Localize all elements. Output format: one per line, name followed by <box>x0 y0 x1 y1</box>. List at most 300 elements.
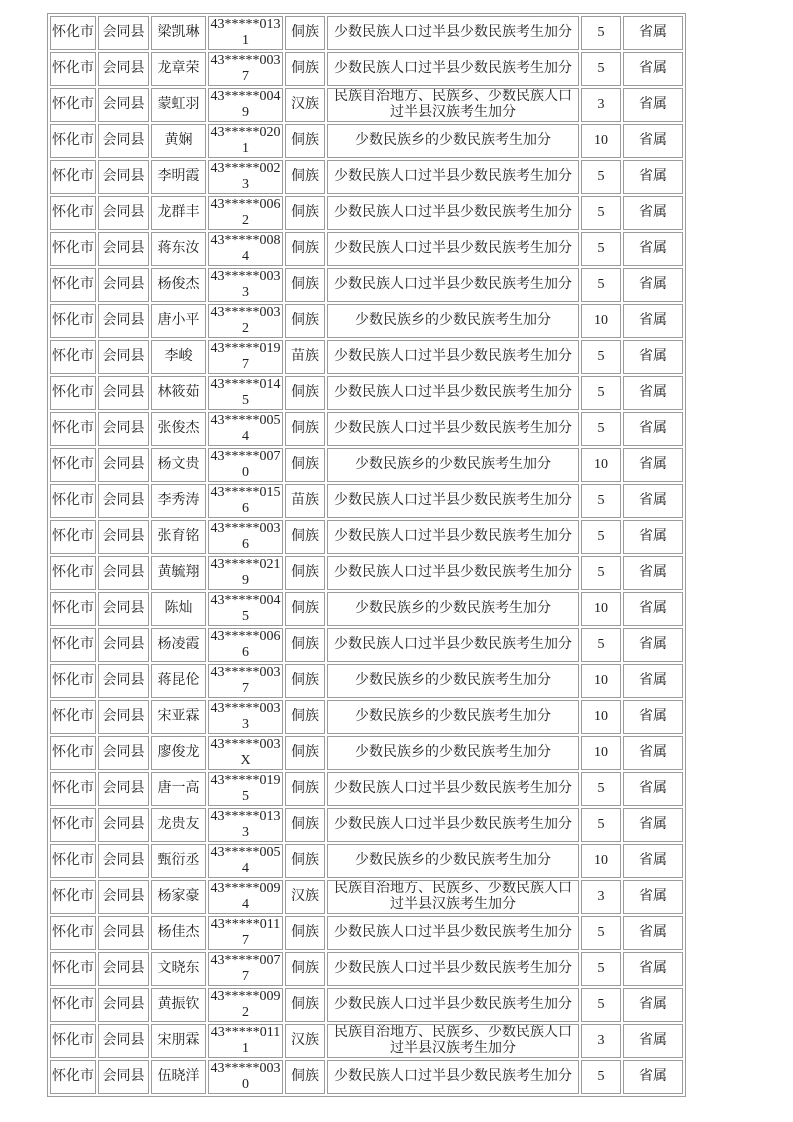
city-cell: 怀化市 <box>50 880 96 914</box>
id-line-1: 43*****009 <box>210 881 281 896</box>
candidate-name-cell: 宋亚霖 <box>151 700 206 734</box>
county-cell: 会同县 <box>98 196 149 230</box>
id-line-2: 7 <box>242 357 249 372</box>
bonus-points-cell: 10 <box>581 736 621 770</box>
bonus-points-cell: 10 <box>581 304 621 338</box>
candidate-name-cell: 唐一高 <box>151 772 206 806</box>
affiliation-cell: 省属 <box>623 772 683 806</box>
county-cell: 会同县 <box>98 268 149 302</box>
table-row <box>50 988 683 1022</box>
id-line-1: 43*****019 <box>210 773 281 788</box>
county-cell: 会同县 <box>98 664 149 698</box>
bonus-reason-cell: 少数民族人口过半县少数民族考生加分 <box>327 952 579 986</box>
id-line-2: 9 <box>242 105 249 120</box>
bonus-points-cell: 5 <box>581 232 621 266</box>
city-cell: 怀化市 <box>50 88 96 122</box>
county-cell: 会同县 <box>98 484 149 518</box>
bonus-reason-cell: 少数民族人口过半县少数民族考生加分 <box>327 16 579 50</box>
bonus-reason-cell: 少数民族人口过半县少数民族考生加分 <box>327 556 579 590</box>
city-cell: 怀化市 <box>50 772 96 806</box>
candidate-name-cell: 李峻 <box>151 340 206 374</box>
ethnicity-cell: 侗族 <box>285 556 325 590</box>
id-line-1: 43*****003 <box>210 737 281 752</box>
county-cell: 会同县 <box>98 592 149 626</box>
id-line-1: 43*****006 <box>210 629 281 644</box>
candidate-name-cell: 黄娴 <box>151 124 206 158</box>
id-line-1: 43*****008 <box>210 233 281 248</box>
id-line-1: 43*****004 <box>210 593 281 608</box>
ethnicity-cell: 侗族 <box>285 232 325 266</box>
affiliation-cell: 省属 <box>623 700 683 734</box>
bonus-points-cell: 5 <box>581 160 621 194</box>
bonus-points-cell: 5 <box>581 484 621 518</box>
ethnicity-cell: 侗族 <box>285 160 325 194</box>
ethnicity-cell: 侗族 <box>285 844 325 878</box>
county-cell: 会同县 <box>98 88 149 122</box>
county-cell: 会同县 <box>98 1024 149 1058</box>
candidate-name-cell: 蒋东汝 <box>151 232 206 266</box>
id-line-2: 2 <box>242 321 249 336</box>
county-cell: 会同县 <box>98 772 149 806</box>
affiliation-cell: 省属 <box>623 988 683 1022</box>
table-row <box>50 484 683 518</box>
county-cell: 会同县 <box>98 340 149 374</box>
candidate-name-cell: 杨家豪 <box>151 880 206 914</box>
city-cell: 怀化市 <box>50 1060 96 1094</box>
city-cell: 怀化市 <box>50 196 96 230</box>
city-cell: 怀化市 <box>50 628 96 662</box>
county-cell: 会同县 <box>98 160 149 194</box>
table-row <box>50 772 683 806</box>
id-line-2: 7 <box>242 969 249 984</box>
county-cell: 会同县 <box>98 376 149 410</box>
id-line-1: 43*****014 <box>210 377 281 392</box>
bonus-reason-cell: 少数民族人口过半县少数民族考生加分 <box>327 196 579 230</box>
id-line-1: 43*****003 <box>210 1061 281 1076</box>
city-cell: 怀化市 <box>50 160 96 194</box>
candidate-name-cell: 文晓东 <box>151 952 206 986</box>
bonus-reason-cell: 少数民族人口过半县少数民族考生加分 <box>327 52 579 86</box>
table-row <box>50 916 683 950</box>
candidate-name-cell: 李秀涛 <box>151 484 206 518</box>
affiliation-cell: 省属 <box>623 448 683 482</box>
masked-id-cell <box>208 160 283 194</box>
affiliation-cell: 省属 <box>623 16 683 50</box>
id-line-2: 5 <box>242 609 249 624</box>
masked-id-cell <box>208 1060 283 1094</box>
bonus-reason-cell: 少数民族人口过半县少数民族考生加分 <box>327 412 579 446</box>
id-line-1: 43*****003 <box>210 305 281 320</box>
ethnicity-cell: 侗族 <box>285 196 325 230</box>
ethnicity-cell: 侗族 <box>285 664 325 698</box>
bonus-points-cell: 5 <box>581 808 621 842</box>
masked-id-cell <box>208 340 283 374</box>
masked-id-cell <box>208 772 283 806</box>
affiliation-cell: 省属 <box>623 412 683 446</box>
ethnicity-cell: 侗族 <box>285 808 325 842</box>
bonus-points-cell: 5 <box>581 520 621 554</box>
bonus-reason-cell: 少数民族乡的少数民族考生加分 <box>327 448 579 482</box>
id-line-2: 9 <box>242 573 249 588</box>
bonus-reason-cell: 少数民族乡的少数民族考生加分 <box>327 304 579 338</box>
id-line-1: 43*****015 <box>210 485 281 500</box>
county-cell: 会同县 <box>98 988 149 1022</box>
affiliation-cell: 省属 <box>623 952 683 986</box>
masked-id-cell <box>208 412 283 446</box>
candidate-name-cell: 梁凯琳 <box>151 16 206 50</box>
bonus-reason-cell: 民族自治地方、民族乡、少数民族人口过半县汉族考生加分 <box>327 880 579 914</box>
table-row <box>50 160 683 194</box>
id-line-2: 6 <box>242 645 249 660</box>
affiliation-cell: 省属 <box>623 340 683 374</box>
city-cell: 怀化市 <box>50 664 96 698</box>
county-cell: 会同县 <box>98 412 149 446</box>
id-line-2: X <box>240 753 251 768</box>
table-row <box>50 736 683 770</box>
masked-id-cell <box>208 556 283 590</box>
table-row <box>50 232 683 266</box>
candidate-name-cell: 伍晓洋 <box>151 1060 206 1094</box>
county-cell: 会同县 <box>98 808 149 842</box>
table-row <box>50 664 683 698</box>
id-line-1: 43*****011 <box>210 1025 281 1040</box>
affiliation-cell: 省属 <box>623 484 683 518</box>
county-cell: 会同县 <box>98 304 149 338</box>
id-line-1: 43*****019 <box>210 341 281 356</box>
bonus-points-cell: 5 <box>581 556 621 590</box>
table-row <box>50 340 683 374</box>
bonus-points-cell: 3 <box>581 88 621 122</box>
city-cell: 怀化市 <box>50 232 96 266</box>
id-line-2: 2 <box>242 1005 249 1020</box>
table-row <box>50 52 683 86</box>
id-line-1: 43*****009 <box>210 989 281 1004</box>
affiliation-cell: 省属 <box>623 808 683 842</box>
bonus-reason-cell: 民族自治地方、民族乡、少数民族人口过半县汉族考生加分 <box>327 88 579 122</box>
candidate-name-cell: 宋朋霖 <box>151 1024 206 1058</box>
ethnicity-cell: 侗族 <box>285 412 325 446</box>
ethnicity-cell: 侗族 <box>285 124 325 158</box>
bonus-reason-cell: 少数民族人口过半县少数民族考生加分 <box>327 520 579 554</box>
id-line-2: 4 <box>242 249 249 264</box>
bonus-points-cell: 5 <box>581 376 621 410</box>
bonus-points-cell: 5 <box>581 1060 621 1094</box>
table-row <box>50 124 683 158</box>
bonus-reason-cell: 少数民族人口过半县少数民族考生加分 <box>327 484 579 518</box>
bonus-reason-cell: 少数民族人口过半县少数民族考生加分 <box>327 988 579 1022</box>
bonus-reason-cell: 少数民族人口过半县少数民族考生加分 <box>327 232 579 266</box>
id-line-1: 43*****002 <box>210 161 281 176</box>
candidate-name-cell: 唐小平 <box>151 304 206 338</box>
city-cell: 怀化市 <box>50 736 96 770</box>
ethnicity-cell: 侗族 <box>285 628 325 662</box>
id-line-1: 43*****007 <box>210 953 281 968</box>
bonus-reason-cell: 少数民族人口过半县少数民族考生加分 <box>327 376 579 410</box>
ethnicity-cell: 汉族 <box>285 1024 325 1058</box>
table-row <box>50 196 683 230</box>
id-line-2: 5 <box>242 789 249 804</box>
ethnicity-cell: 侗族 <box>285 952 325 986</box>
ethnicity-cell: 侗族 <box>285 736 325 770</box>
table-row <box>50 628 683 662</box>
ethnicity-cell: 苗族 <box>285 484 325 518</box>
bonus-reason-cell: 少数民族人口过半县少数民族考生加分 <box>327 160 579 194</box>
city-cell: 怀化市 <box>50 988 96 1022</box>
bonus-points-cell: 10 <box>581 124 621 158</box>
masked-id-cell <box>208 484 283 518</box>
affiliation-cell: 省属 <box>623 916 683 950</box>
table-row <box>50 844 683 878</box>
city-cell: 怀化市 <box>50 304 96 338</box>
bonus-points-cell: 5 <box>581 988 621 1022</box>
table-body <box>50 16 683 1094</box>
county-cell: 会同县 <box>98 520 149 554</box>
ethnicity-cell: 侗族 <box>285 700 325 734</box>
city-cell: 怀化市 <box>50 16 96 50</box>
city-cell: 怀化市 <box>50 52 96 86</box>
affiliation-cell: 省属 <box>623 232 683 266</box>
id-line-2: 5 <box>242 393 249 408</box>
masked-id-cell <box>208 16 283 50</box>
county-cell: 会同县 <box>98 448 149 482</box>
masked-id-cell <box>208 268 283 302</box>
masked-id-cell <box>208 808 283 842</box>
masked-id-cell <box>208 952 283 986</box>
bonus-points-cell: 10 <box>581 700 621 734</box>
city-cell: 怀化市 <box>50 592 96 626</box>
city-cell: 怀化市 <box>50 844 96 878</box>
affiliation-cell: 省属 <box>623 88 683 122</box>
ethnicity-cell: 侗族 <box>285 916 325 950</box>
city-cell: 怀化市 <box>50 952 96 986</box>
masked-id-cell <box>208 916 283 950</box>
bonus-reason-cell: 少数民族人口过半县少数民族考生加分 <box>327 268 579 302</box>
id-line-2: 7 <box>242 933 249 948</box>
bonus-reason-cell: 少数民族乡的少数民族考生加分 <box>327 592 579 626</box>
county-cell: 会同县 <box>98 952 149 986</box>
bonus-points-cell: 5 <box>581 52 621 86</box>
id-line-1: 43*****004 <box>210 89 281 104</box>
id-line-2: 2 <box>242 213 249 228</box>
candidate-name-cell: 黄毓翔 <box>151 556 206 590</box>
id-line-1: 43*****003 <box>210 701 281 716</box>
candidate-name-cell: 甄衍丞 <box>151 844 206 878</box>
candidate-name-cell: 龙章荣 <box>151 52 206 86</box>
ethnicity-cell: 侗族 <box>285 1060 325 1094</box>
city-cell: 怀化市 <box>50 1024 96 1058</box>
table-row <box>50 88 683 122</box>
ethnicity-cell: 侗族 <box>285 448 325 482</box>
bonus-points-cell: 5 <box>581 16 621 50</box>
affiliation-cell: 省属 <box>623 268 683 302</box>
bonus-points-cell: 5 <box>581 340 621 374</box>
affiliation-cell: 省属 <box>623 304 683 338</box>
bonus-points-cell: 10 <box>581 844 621 878</box>
id-line-1: 43*****013 <box>210 809 281 824</box>
county-cell: 会同县 <box>98 736 149 770</box>
masked-id-cell <box>208 844 283 878</box>
ethnicity-cell: 汉族 <box>285 880 325 914</box>
county-cell: 会同县 <box>98 700 149 734</box>
city-cell: 怀化市 <box>50 340 96 374</box>
affiliation-cell: 省属 <box>623 160 683 194</box>
candidate-name-cell: 蒙虹羽 <box>151 88 206 122</box>
masked-id-cell <box>208 196 283 230</box>
masked-id-cell <box>208 88 283 122</box>
bonus-reason-cell: 少数民族人口过半县少数民族考生加分 <box>327 808 579 842</box>
candidate-name-cell: 蒋昆伦 <box>151 664 206 698</box>
bonus-points-cell: 10 <box>581 448 621 482</box>
ethnicity-cell: 侗族 <box>285 16 325 50</box>
city-cell: 怀化市 <box>50 700 96 734</box>
bonus-points-cell: 5 <box>581 412 621 446</box>
table-row <box>50 1060 683 1094</box>
affiliation-cell: 省属 <box>623 196 683 230</box>
id-line-1: 43*****005 <box>210 413 281 428</box>
id-line-2: 7 <box>242 681 249 696</box>
masked-id-cell <box>208 448 283 482</box>
table-row <box>50 952 683 986</box>
masked-id-cell <box>208 700 283 734</box>
bonus-reason-cell: 少数民族乡的少数民族考生加分 <box>327 736 579 770</box>
county-cell: 会同县 <box>98 124 149 158</box>
bonus-reason-cell: 少数民族人口过半县少数民族考生加分 <box>327 628 579 662</box>
id-line-2: 3 <box>242 177 249 192</box>
bonus-points-cell: 5 <box>581 268 621 302</box>
id-line-1: 43*****003 <box>210 665 281 680</box>
table-row <box>50 268 683 302</box>
id-line-1: 43*****005 <box>210 845 281 860</box>
ethnicity-cell: 侗族 <box>285 304 325 338</box>
id-line-2: 6 <box>242 537 249 552</box>
bonus-reason-cell: 少数民族人口过半县少数民族考生加分 <box>327 916 579 950</box>
candidate-name-cell: 李明霞 <box>151 160 206 194</box>
bonus-points-cell: 3 <box>581 880 621 914</box>
table-row <box>50 520 683 554</box>
bonus-reason-cell: 少数民族乡的少数民族考生加分 <box>327 700 579 734</box>
county-cell: 会同县 <box>98 556 149 590</box>
id-line-1: 43*****011 <box>210 917 281 932</box>
id-line-2: 1 <box>242 1041 249 1056</box>
ethnicity-cell: 侗族 <box>285 268 325 302</box>
county-cell: 会同县 <box>98 16 149 50</box>
id-line-2: 6 <box>242 501 249 516</box>
id-line-2: 4 <box>242 861 249 876</box>
id-line-1: 43*****006 <box>210 197 281 212</box>
id-line-2: 1 <box>242 33 249 48</box>
masked-id-cell <box>208 520 283 554</box>
table-row <box>50 448 683 482</box>
id-line-2: 0 <box>242 465 249 480</box>
table-row <box>50 556 683 590</box>
masked-id-cell <box>208 628 283 662</box>
ethnicity-cell: 侗族 <box>285 376 325 410</box>
affiliation-cell: 省属 <box>623 124 683 158</box>
bonus-points-cell: 5 <box>581 196 621 230</box>
table-row <box>50 592 683 626</box>
affiliation-cell: 省属 <box>623 556 683 590</box>
city-cell: 怀化市 <box>50 376 96 410</box>
county-cell: 会同县 <box>98 52 149 86</box>
masked-id-cell <box>208 664 283 698</box>
affiliation-cell: 省属 <box>623 592 683 626</box>
candidate-name-cell: 杨文贵 <box>151 448 206 482</box>
city-cell: 怀化市 <box>50 448 96 482</box>
affiliation-cell: 省属 <box>623 628 683 662</box>
affiliation-cell: 省属 <box>623 736 683 770</box>
bonus-points-cell: 5 <box>581 772 621 806</box>
id-line-1: 43*****003 <box>210 521 281 536</box>
bonus-reason-cell: 少数民族人口过半县少数民族考生加分 <box>327 772 579 806</box>
masked-id-cell <box>208 988 283 1022</box>
id-line-2: 0 <box>242 1077 249 1092</box>
ethnicity-cell: 苗族 <box>285 340 325 374</box>
ethnicity-cell: 汉族 <box>285 88 325 122</box>
id-line-1: 43*****003 <box>210 269 281 284</box>
id-line-2: 7 <box>242 69 249 84</box>
bonus-reason-cell: 少数民族乡的少数民族考生加分 <box>327 124 579 158</box>
city-cell: 怀化市 <box>50 484 96 518</box>
table-row <box>50 880 683 914</box>
ethnicity-cell: 侗族 <box>285 988 325 1022</box>
bonus-points-cell: 5 <box>581 952 621 986</box>
masked-id-cell <box>208 52 283 86</box>
city-cell: 怀化市 <box>50 268 96 302</box>
id-line-2: 3 <box>242 717 249 732</box>
county-cell: 会同县 <box>98 844 149 878</box>
candidate-name-cell: 龙群丰 <box>151 196 206 230</box>
table-row <box>50 16 683 50</box>
id-line-1: 43*****021 <box>210 557 281 572</box>
affiliation-cell: 省属 <box>623 880 683 914</box>
masked-id-cell <box>208 880 283 914</box>
county-cell: 会同县 <box>98 916 149 950</box>
city-cell: 怀化市 <box>50 916 96 950</box>
table-row <box>50 376 683 410</box>
table-row <box>50 700 683 734</box>
masked-id-cell <box>208 124 283 158</box>
candidate-name-cell: 龙贵友 <box>151 808 206 842</box>
affiliation-cell: 省属 <box>623 376 683 410</box>
candidate-name-cell: 廖俊龙 <box>151 736 206 770</box>
id-line-1: 43*****003 <box>210 53 281 68</box>
candidate-name-cell: 杨凌霞 <box>151 628 206 662</box>
bonus-reason-cell: 少数民族乡的少数民族考生加分 <box>327 664 579 698</box>
ethnicity-cell: 侗族 <box>285 772 325 806</box>
masked-id-cell <box>208 736 283 770</box>
affiliation-cell: 省属 <box>623 664 683 698</box>
id-line-1: 43*****013 <box>210 17 281 32</box>
candidate-name-cell: 张俊杰 <box>151 412 206 446</box>
masked-id-cell <box>208 592 283 626</box>
id-line-2: 1 <box>242 141 249 156</box>
bonus-points-cell: 10 <box>581 592 621 626</box>
table-row <box>50 1024 683 1058</box>
city-cell: 怀化市 <box>50 808 96 842</box>
table-row <box>50 304 683 338</box>
bonus-reason-cell: 少数民族人口过半县少数民族考生加分 <box>327 340 579 374</box>
id-line-2: 3 <box>242 825 249 840</box>
county-cell: 会同县 <box>98 232 149 266</box>
affiliation-cell: 省属 <box>623 520 683 554</box>
id-line-1: 43*****007 <box>210 449 281 464</box>
bonus-points-cell: 10 <box>581 664 621 698</box>
bonus-points-table <box>47 13 686 1097</box>
bonus-reason-cell: 少数民族乡的少数民族考生加分 <box>327 844 579 878</box>
affiliation-cell: 省属 <box>623 844 683 878</box>
table-row <box>50 412 683 446</box>
bonus-points-cell: 5 <box>581 628 621 662</box>
